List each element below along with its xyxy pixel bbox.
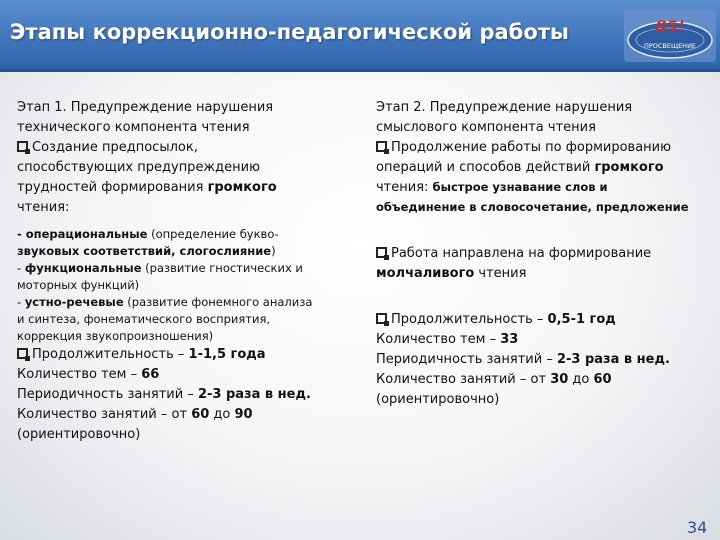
stage-2-column — [376, 98, 716, 410]
stage-2-parameters: Продолжительность – 0,5-1 год Количество тем – 33 Периодичность занятий – 2-3 раза в нед. Количество занятий – от 30 до 60 (ориентировочно) — [376, 312, 670, 407]
stage-2-heading: Этап 2. Предупреждение нарушения смыслового компонента чтения — [376, 100, 633, 135]
stage-2-silent-reading: Работа направлена на формирование молчаливого чтения — [376, 246, 652, 281]
stage-1-heading: Этап 1. Предупреждение нарушения технического компонента чтения — [17, 100, 274, 135]
prosveshchenie-logo — [624, 10, 716, 62]
logo-text: ПРОСВЕЩЕНИЕ — [643, 42, 697, 50]
stage-1-components: - операциональные (определение букво- звуковых соответствий, слогослияние) - функциональные (развитие гностических и моторных функций) - устно-речевые (развитие фонемного анализа и синтеза, фонематического восприятия, коррекция звукопроизношения) — [17, 227, 313, 343]
stage-1-column — [17, 98, 347, 445]
stage-1-parameters: Продолжительность – 1-1,5 года Количество тем – 66 Периодичность занятий – 2-3 раза в нед. Количество занятий – от 60 до 90 (ориентировочно) — [17, 347, 311, 442]
page-number: 34 — [687, 518, 708, 537]
checkbox-bullet-icon — [376, 247, 387, 258]
stage-1-prerequisites: Создание предпосылок, способствующих предупреждению трудностей формирования громкого чтения: — [17, 140, 277, 215]
logo-number: 85! — [655, 17, 685, 36]
slide-title: Этапы коррекционно-педагогической работы — [10, 20, 569, 44]
checkbox-bullet-icon — [17, 141, 28, 152]
checkbox-bullet-icon — [376, 313, 387, 324]
stage-2-continuation: Продолжение работы по формированию операций и способов действий громкого чтения: быстрое узнавание слов и объединение в словосочетание, предложение — [376, 140, 689, 214]
title-bar — [0, 0, 720, 72]
checkbox-bullet-icon — [376, 141, 387, 152]
checkbox-bullet-icon — [17, 348, 28, 359]
